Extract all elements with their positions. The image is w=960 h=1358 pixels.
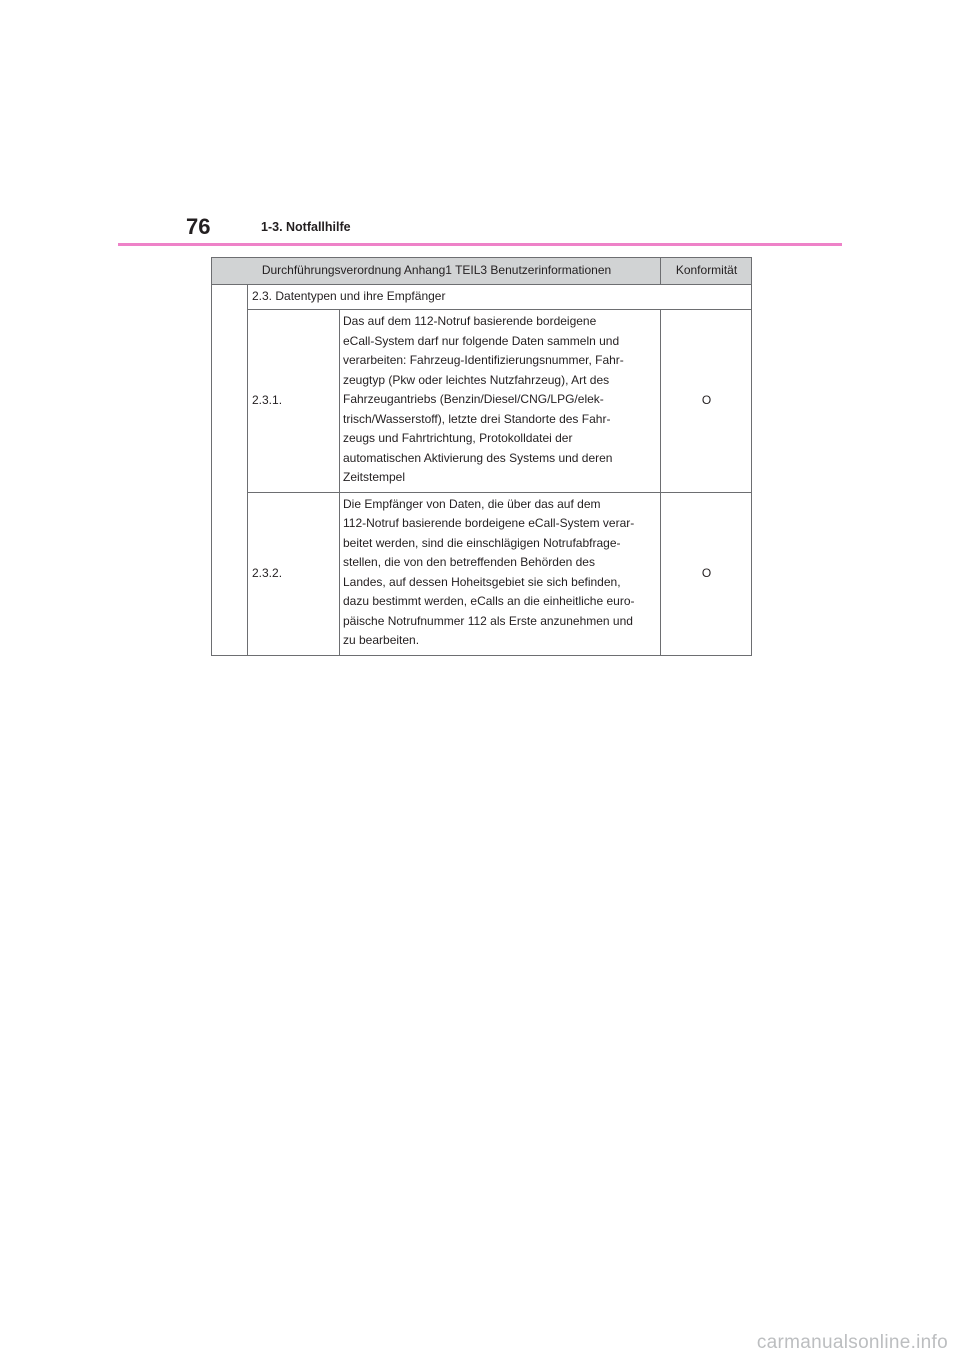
column-header-conformity: Konformität	[661, 258, 752, 285]
table-row	[212, 492, 752, 655]
item-text-line: Landes, auf dessen Hoheitsgebiet sie sich befinden,	[343, 574, 621, 589]
item-number: 2.3.1.	[248, 310, 340, 493]
header-divider	[118, 243, 842, 246]
watermark: carmanualsonline.info	[756, 1332, 948, 1353]
item-text-line: eCall-System darf nur folgende Daten sammeln und	[343, 333, 620, 348]
section-title: 1-3. Notfallhilfe	[261, 220, 351, 234]
item-text-line: zeugtyp (Pkw oder leichtes Nutzfahrzeug), Art des	[343, 372, 610, 387]
item-text-line: beitet werden, sind die einschlägigen Notrufabfrage-	[343, 535, 621, 550]
item-text-line: zeugs und Fahrtrichtung, Protokolldatei der	[343, 431, 573, 445]
table-row	[212, 310, 752, 493]
conformity-table	[211, 257, 752, 656]
page-number: 76	[186, 214, 211, 239]
item-text-line: päische Notrufnummer 112 als Erste anzunehmen und	[343, 613, 633, 628]
item-text-line: stellen, die von den betreffenden Behörden des	[343, 555, 595, 569]
item-text-line: zu bearbeiten.	[343, 633, 420, 647]
item-text	[340, 310, 661, 493]
table-subheading-row	[212, 285, 752, 310]
conformity-value: O	[661, 492, 752, 655]
item-text-line: Zeitstempel	[343, 470, 406, 484]
item-text-line: verarbeiten: Fahrzeug-Identifizierungsnummer, Fahr-	[343, 353, 624, 367]
item-text-line: dazu bestimmt werden, eCalls an die einheitliche euro-	[343, 594, 635, 608]
column-header-regulation: Durchführungsverordnung Anhang1 TEIL3 Benutzerinformationen	[212, 258, 661, 285]
item-text-line: automatischen Aktivierung des Systems und deren	[343, 450, 613, 465]
item-text	[340, 492, 661, 655]
item-text-line: Fahrzeugantriebs (Benzin/Diesel/CNG/LPG/elek-	[343, 392, 604, 406]
item-text-line: Das auf dem 112-Notruf basierende bordeigene	[343, 314, 597, 328]
item-text-line: 112-Notruf basierende bordeigene eCall-System verar-	[343, 516, 635, 530]
subheading-cell: 2.3. Datentypen und ihre Empfänger	[248, 285, 752, 310]
item-number: 2.3.2.	[248, 492, 340, 655]
conformity-value: O	[661, 310, 752, 493]
item-text-line: Die Empfänger von Daten, die über das auf dem	[343, 496, 601, 511]
item-text-line: trisch/Wasserstoff), letzte drei Standorte des Fahr-	[343, 411, 611, 426]
indent-cell	[212, 285, 248, 656]
table-header-row	[212, 258, 752, 285]
